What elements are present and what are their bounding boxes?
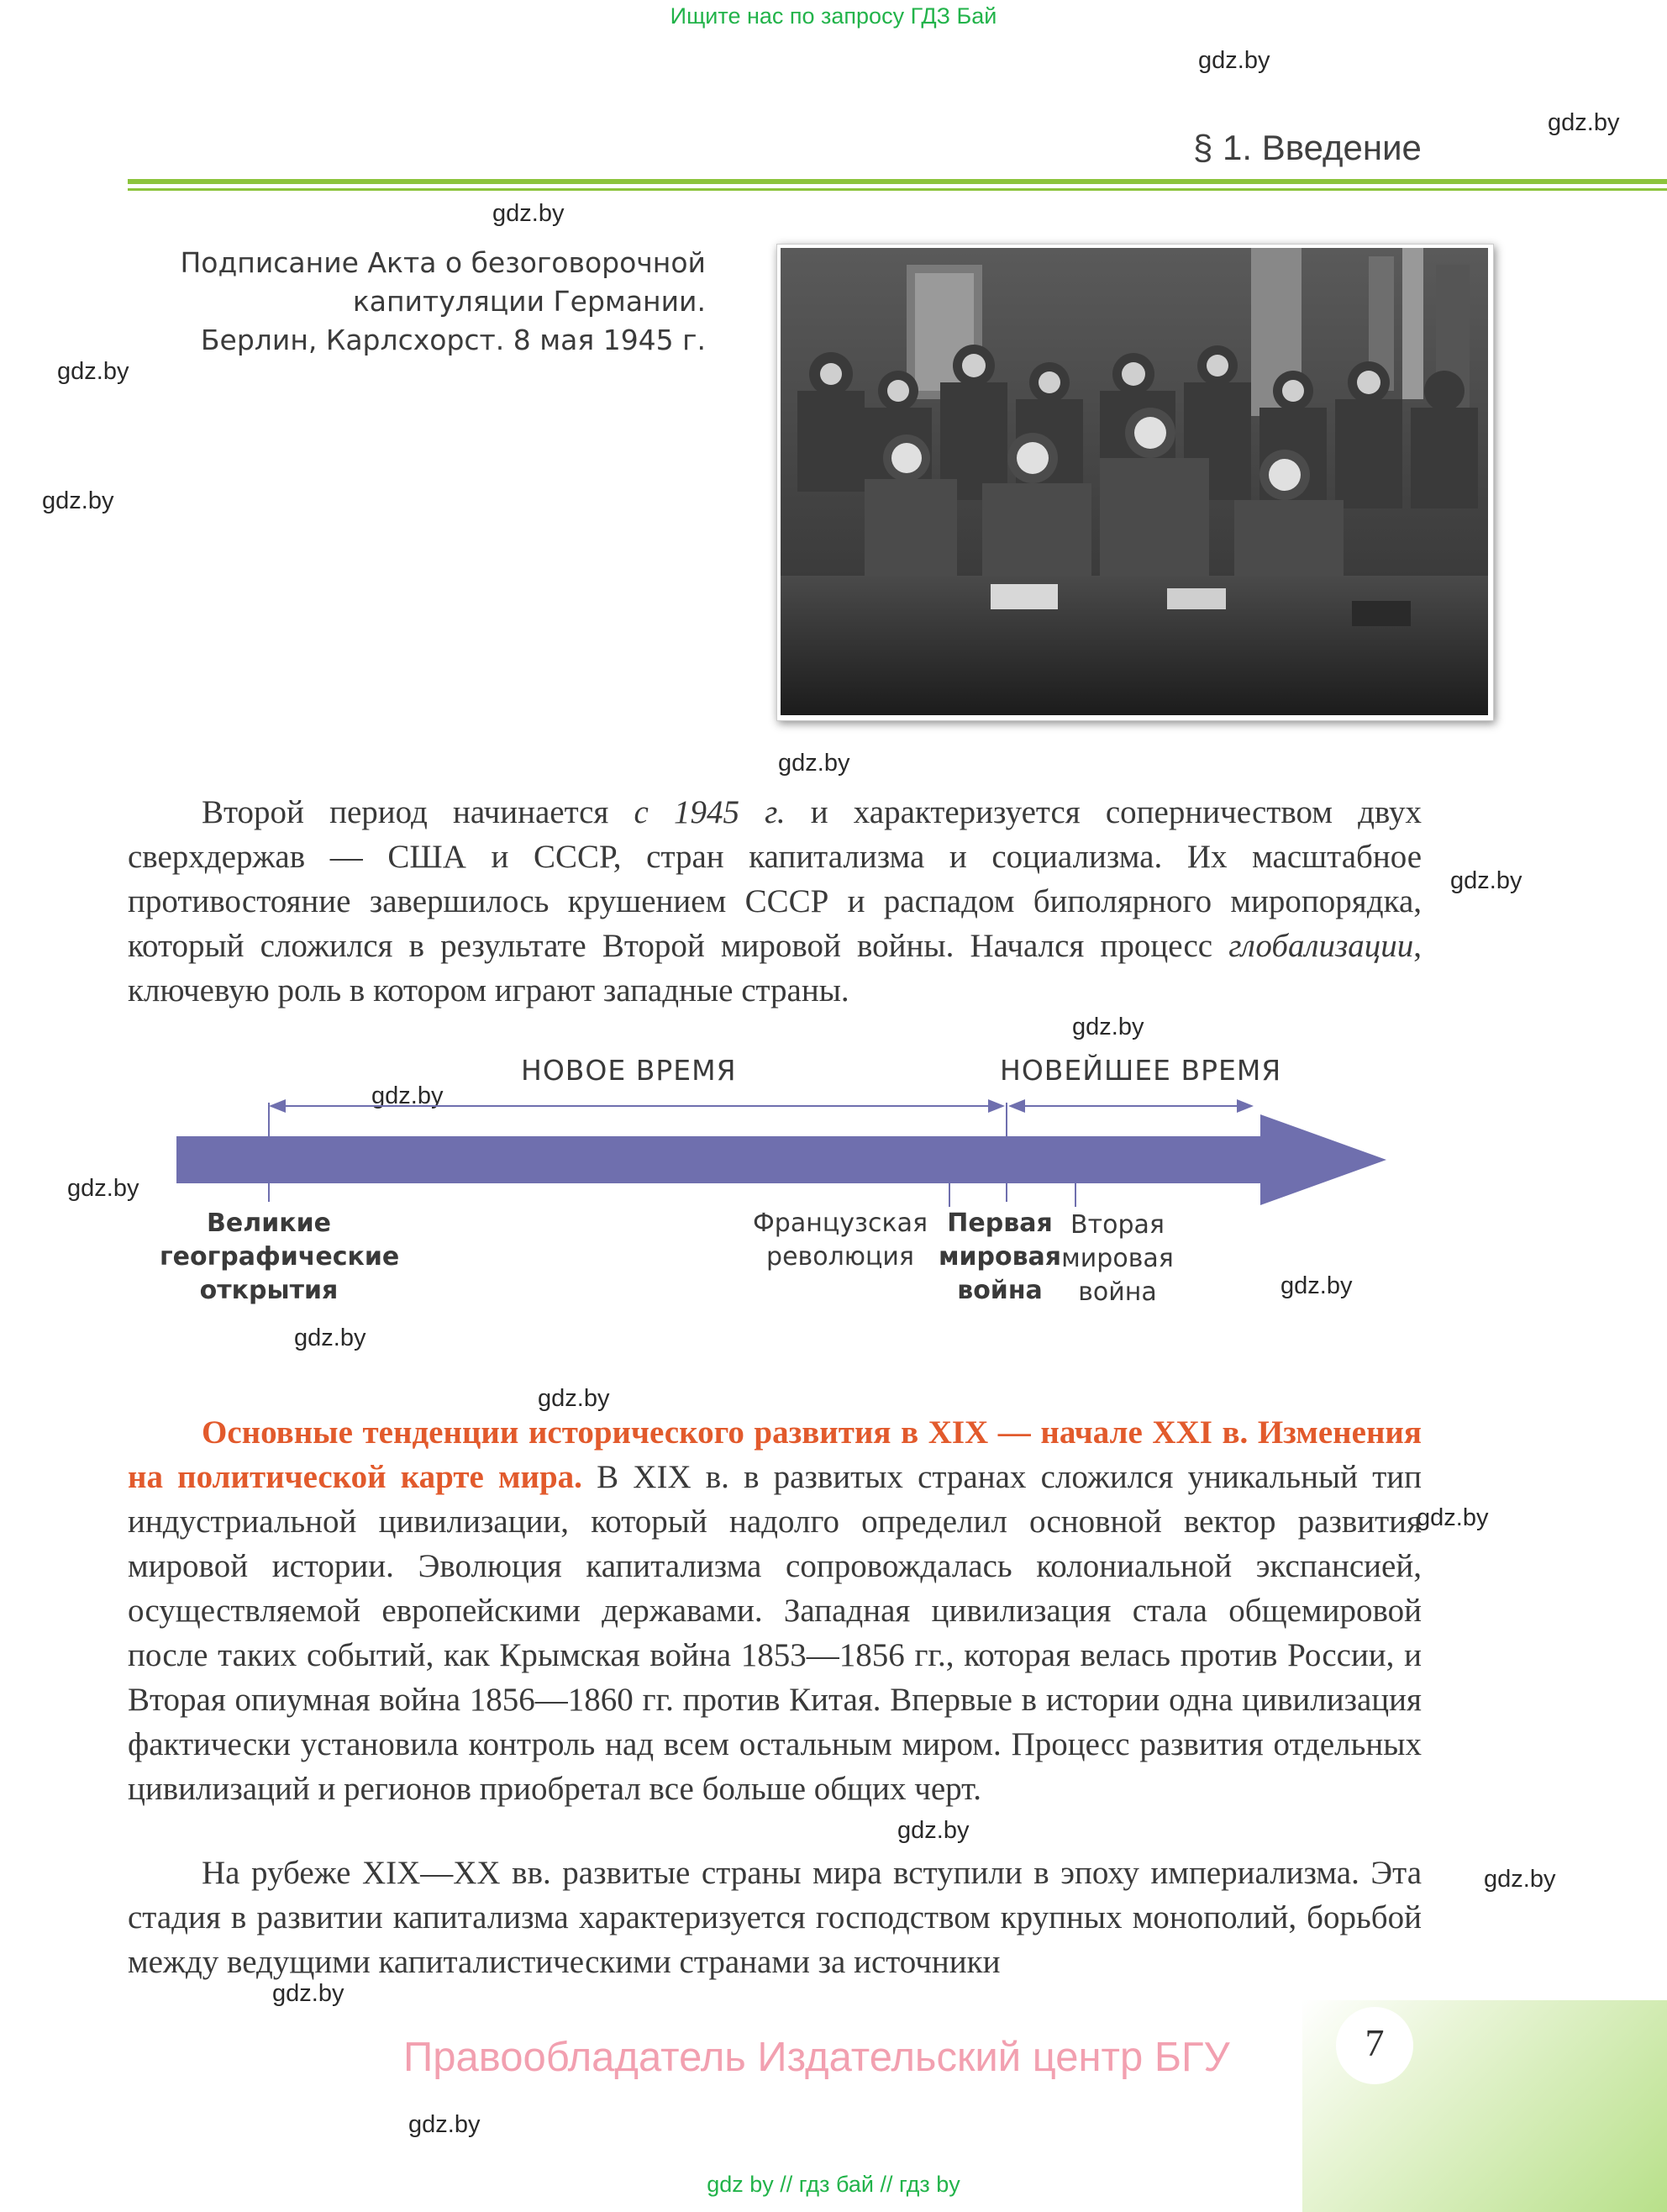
paragraph-text: , ключевую роль в котором играют западные страны. bbox=[128, 928, 1422, 1009]
era-label-modern: НОВОЕ ВРЕМЯ bbox=[521, 1054, 737, 1087]
caption-line: капитуляции Германии. bbox=[352, 285, 706, 318]
watermark: gdz.by bbox=[1417, 1504, 1489, 1531]
event-line: Французская bbox=[752, 1209, 928, 1238]
event-line: война bbox=[957, 1276, 1043, 1305]
watermark: gdz.by bbox=[1450, 867, 1522, 894]
event-line: революция bbox=[766, 1242, 914, 1272]
event-line: война bbox=[1078, 1277, 1157, 1307]
paragraph-text: В XIX в. в развитых странах сложился уникальный тип индустриальной цивилизации, который надолго определил основной вектор развития мировой истории. Эволюция капитализма сопровождалась колониальной экспансией, осуществляемой европейскими державами. Западная цивилизация стала общемировой после таких событий, как Крымская война 1853—1856 гг., которая велась против России, и Вторая опиумная война 1856—1860 гг. против Китая. Впервые в истории одна цивилизация фактически установила контроль над всем остальным миром. Процесс развития отдельных цивилизаций и регионов приобретал все больше общих черт. bbox=[128, 1459, 1422, 1807]
watermark: gdz.by bbox=[42, 487, 114, 514]
watermark: gdz.by bbox=[294, 1325, 366, 1351]
paragraph-italic: с 1945 г. bbox=[634, 794, 786, 830]
paragraph-imperialism bbox=[128, 1851, 1422, 1984]
watermark: gdz.by bbox=[272, 1980, 344, 2007]
watermark: gdz.by bbox=[1198, 47, 1270, 74]
paragraph-trends bbox=[128, 1410, 1422, 1811]
caption-line: Подписание Акта о безоговорочной bbox=[180, 246, 706, 279]
watermark: gdz.by bbox=[1280, 1272, 1353, 1299]
photo-image bbox=[781, 248, 1488, 715]
watermark: gdz.by bbox=[1484, 1866, 1556, 1893]
event-line: мировая bbox=[1061, 1244, 1174, 1273]
event-world-war-1 bbox=[924, 1207, 1075, 1308]
paragraph-text: На рубеже XIX—XX вв. развитые страны мира вступили в эпоху империализма. Эта стадия в развитии капитализма характеризуется господством крупных монополий, борьбой между ведущими капиталистическими странами за источники bbox=[128, 1855, 1422, 1980]
event-line: мировая bbox=[938, 1242, 1062, 1272]
event-world-war-2 bbox=[1059, 1209, 1176, 1309]
watermark: gdz.by bbox=[57, 358, 129, 385]
section-title: § 1. Введение bbox=[1193, 128, 1422, 167]
bottom-links: gdz by // гдз бай // гдз by bbox=[707, 2172, 960, 2197]
event-line: Великие bbox=[207, 1209, 331, 1238]
event-line: открытия bbox=[199, 1276, 339, 1305]
event-line: Первая bbox=[947, 1209, 1053, 1238]
copyright-notice: Правообладатель Издательский центр БГУ bbox=[403, 2035, 1230, 2080]
paragraph-text: и характеризуется соперничеством двух сверхдержав — США и СССР, стран капитализма и социализма. Их масштабное противостояние завершилось крушением СССР и распадом биполярного миропорядка, который сложился в результате Второй мировой войны. Начался процесс bbox=[128, 794, 1422, 964]
caption-line: Берлин, Карлсхорст. 8 мая 1945 г. bbox=[200, 324, 706, 356]
era-span-arrowhead bbox=[1008, 1099, 1025, 1113]
header-rule bbox=[128, 179, 1667, 184]
event-line: географические bbox=[160, 1242, 400, 1272]
section-heading: Основные тенденции исторического развития в XIX — начале XXI в. Изменения на политической карте мира. bbox=[128, 1414, 1422, 1495]
event-great-discoveries bbox=[160, 1207, 400, 1308]
watermark: gdz.by bbox=[1548, 109, 1620, 136]
page-number: 7 bbox=[1365, 2021, 1385, 2064]
watermark: gdz.by bbox=[408, 2111, 481, 2138]
era-span-arrowhead bbox=[988, 1099, 1005, 1113]
era-label-contemporary: НОВЕЙШЕЕ ВРЕМЯ bbox=[1000, 1054, 1282, 1087]
top-banner: Ищите нас по запросу ГДЗ Бай bbox=[670, 3, 997, 29]
historical-photo bbox=[776, 244, 1494, 721]
watermark: gdz.by bbox=[492, 200, 565, 227]
watermark: gdz.by bbox=[67, 1175, 139, 1202]
watermark: gdz.by bbox=[897, 1817, 970, 1844]
header-rule bbox=[128, 188, 1667, 191]
event-french-revolution bbox=[731, 1207, 949, 1274]
watermark: gdz.by bbox=[371, 1082, 444, 1109]
watermark: gdz.by bbox=[538, 1385, 610, 1412]
timeline-diagram bbox=[126, 1042, 1386, 1328]
watermark: gdz.by bbox=[1072, 1014, 1144, 1040]
watermark: gdz.by bbox=[778, 750, 850, 777]
era-span-arrowhead bbox=[1237, 1099, 1254, 1113]
timeline-arrow bbox=[176, 1114, 1386, 1205]
paragraph-italic: глобализации bbox=[1228, 928, 1414, 964]
event-line: Вторая bbox=[1070, 1210, 1165, 1240]
photo-caption bbox=[126, 244, 706, 360]
era-span-arrowhead bbox=[269, 1099, 286, 1113]
paragraph-second-period bbox=[128, 790, 1422, 1013]
paragraph-text: Второй период начинается bbox=[202, 794, 634, 830]
